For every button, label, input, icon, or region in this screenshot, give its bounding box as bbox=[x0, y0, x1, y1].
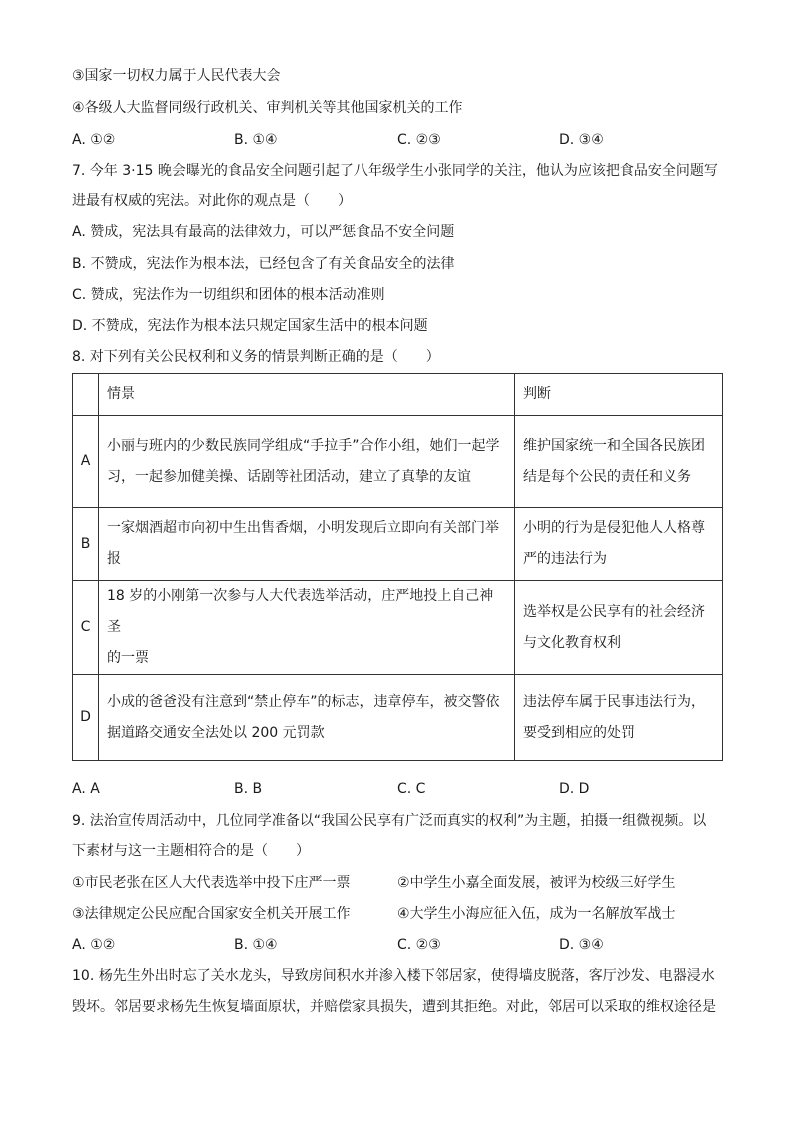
row-scene: 18 岁的小刚第一次参与人大代表选举活动，庄严地投上自己神圣 的一票 bbox=[99, 581, 515, 675]
q10-stem-line2: 毁坏。邻居要求杨先生恢复墙面原状，并赔偿家具损失，遭到其拒绝。对此，邻居可以采取的维权途径是 bbox=[72, 999, 716, 1015]
table-row bbox=[73, 581, 723, 675]
q7-stem-line2: 进最有权威的宪法。对此你的观点是（ ） bbox=[72, 193, 352, 209]
q9-stem-line1: 9. 法治宣传周活动中，几位同学准备以“我国公民享有广泛而真实的权利”为主题，拍摄一组微视频。以 bbox=[72, 813, 707, 829]
q8-choice-d[interactable]: D. D bbox=[559, 781, 590, 797]
row-scene: 一家烟酒超市向初中生出售香烟，小明发现后立即向有关部门举 报 bbox=[99, 508, 515, 581]
q8-table bbox=[72, 373, 723, 761]
q6-choice-a[interactable]: A. ①② bbox=[72, 132, 116, 148]
header-scene: 情景 bbox=[99, 374, 515, 416]
q9-material-1: ①市民老张在区人大代表选举中投下庄严一票 bbox=[72, 875, 351, 891]
row-judge: 违法停车属于民事违法行为， 要受到相应的处罚 bbox=[515, 675, 723, 761]
row-judge: 小明的行为是侵犯他人人格尊 严的违法行为 bbox=[515, 508, 723, 581]
table-row bbox=[73, 416, 723, 508]
q9-choices bbox=[72, 935, 722, 955]
row-label: D bbox=[73, 675, 99, 761]
table-header-row bbox=[73, 374, 723, 416]
q9-choice-a[interactable]: A. ①② bbox=[72, 937, 116, 953]
header-judge: 判断 bbox=[515, 374, 723, 416]
q10-stem-line1: 10. 杨先生外出时忘了关水龙头，导致房间积水并渗入楼下邻居家，使得墙皮脱落，客厅沙发、电器浸水 bbox=[72, 968, 715, 984]
q7-option-b[interactable]: B. 不赞成，宪法作为根本法，已经包含了有关食品安全的法律 bbox=[72, 256, 455, 272]
row-label: B bbox=[73, 508, 99, 581]
q9-material-2: ②中学生小嘉全面发展，被评为校级三好学生 bbox=[397, 875, 676, 891]
q9-material-4: ④大学生小海应征入伍，成为一名解放军战士 bbox=[397, 906, 676, 922]
q8-stem: 8. 对下列有关公民权利和义务的情景判断正确的是（ ） bbox=[72, 349, 440, 365]
q6-choice-c[interactable]: C. ②③ bbox=[397, 132, 441, 148]
q6-choice-d[interactable]: D. ③④ bbox=[559, 132, 604, 148]
q6-choices bbox=[72, 130, 722, 150]
row-judge: 选举权是公民享有的社会经济 与文化教育权利 bbox=[515, 581, 723, 675]
table-row bbox=[73, 675, 723, 761]
q7-option-c[interactable]: C. 赞成，宪法作为一切组织和团体的根本活动准则 bbox=[72, 287, 385, 303]
row-scene: 小成的爸爸没有注意到“禁止停车”的标志，违章停车，被交警依 据道路交通安全法处以 200 元罚款 bbox=[99, 675, 515, 761]
row-judge: 维护国家统一和全国各民族团 结是每个公民的责任和义务 bbox=[515, 416, 723, 508]
q7-option-a[interactable]: A. 赞成，宪法具有最高的法律效力，可以严惩食品不安全问题 bbox=[72, 224, 455, 240]
q8-choice-b[interactable]: B. B bbox=[234, 781, 263, 797]
table-row bbox=[73, 508, 723, 581]
q7-option-d[interactable]: D. 不赞成，宪法作为根本法只规定国家生活中的根本问题 bbox=[72, 318, 428, 334]
q8-choices bbox=[72, 779, 722, 799]
q9-choice-b[interactable]: B. ①④ bbox=[234, 937, 278, 953]
statement-4: ④各级人大监督同级行政机关、审判机关等其他国家机关的工作 bbox=[72, 100, 463, 116]
q9-stem-line2: 下素材与这一主题相符合的是（ ） bbox=[72, 843, 310, 859]
row-scene: 小丽与班内的少数民族同学组成“手拉手”合作小组，她们一起学 习，一起参加健美操、话剧等社团活动，建立了真挚的友谊 bbox=[99, 416, 515, 508]
q8-choice-a[interactable]: A. A bbox=[72, 781, 100, 797]
row-label: A bbox=[73, 416, 99, 508]
q7-stem-line1: 7. 今年 3·15 晚会曝光的食品安全问题引起了八年级学生小张同学的关注，他认为应该把食品安全问题写 bbox=[72, 163, 718, 179]
q8-choice-c[interactable]: C. C bbox=[397, 781, 426, 797]
q9-material-3: ③法律规定公民应配合国家安全机关开展工作 bbox=[72, 906, 351, 922]
q9-choice-d[interactable]: D. ③④ bbox=[559, 937, 604, 953]
row-label: C bbox=[73, 581, 99, 675]
q9-choice-c[interactable]: C. ②③ bbox=[397, 937, 441, 953]
q6-choice-b[interactable]: B. ①④ bbox=[234, 132, 278, 148]
statement-3: ③国家一切权力属于人民代表大会 bbox=[72, 68, 281, 84]
